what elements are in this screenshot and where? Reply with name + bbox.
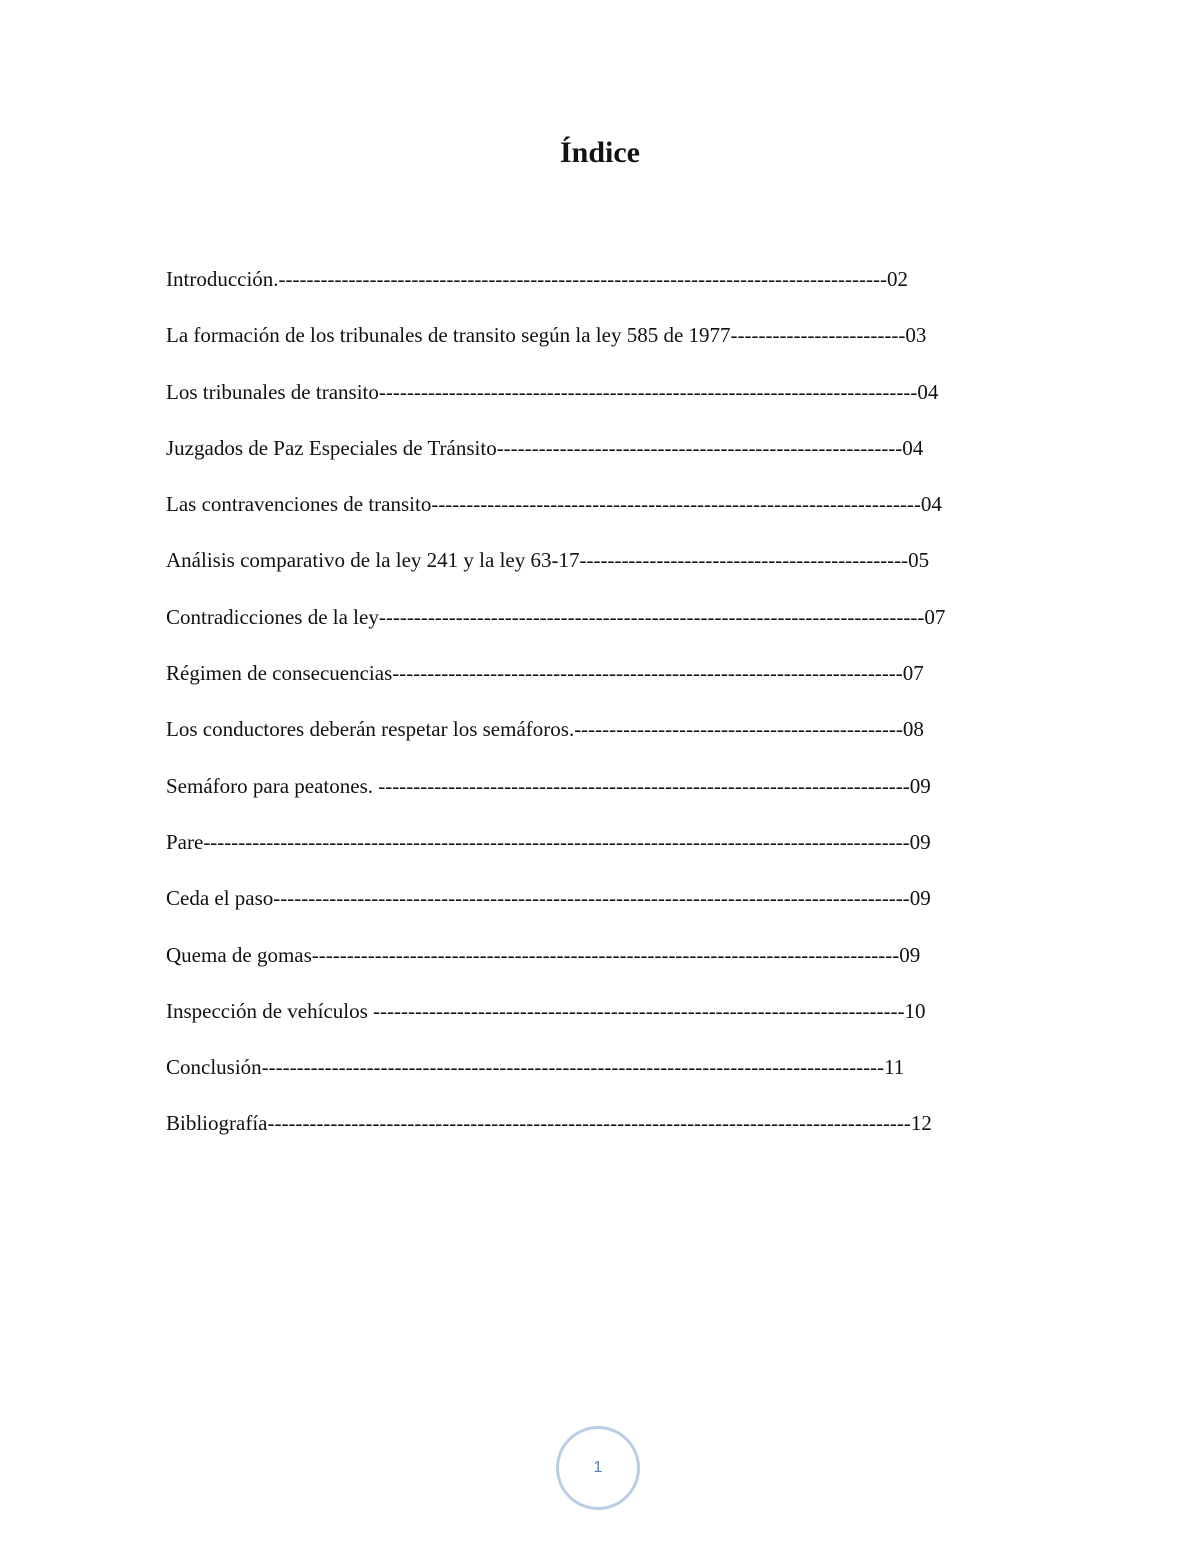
toc-entry-title: Ceda el paso-------------------------------------------------------------------------------------------	[166, 886, 910, 911]
toc-entry-page: 09	[909, 773, 931, 798]
toc-entry-contradicciones	[166, 600, 1036, 656]
toc-entry-title: Los tribunales de transito-----------------------------------------------------------------------------	[166, 379, 918, 404]
toc-entry-title: Bibliografía--------------------------------------------------------------------------------------------	[166, 1111, 911, 1136]
toc-entry-title: La formación de los tribunales de transito según la ley 585 de 1977-------------------------	[166, 323, 906, 348]
page-number: 1	[593, 1459, 603, 1476]
toc-entry-juzgados-paz	[166, 431, 1036, 487]
toc-entry-page: 09	[909, 829, 931, 854]
table-of-contents	[166, 262, 1036, 1163]
toc-entry-introduccion	[166, 262, 1036, 318]
toc-entry-title: Quema de gomas------------------------------------------------------------------------------------	[166, 942, 900, 967]
toc-entry-title: Las contravenciones de transito----------------------------------------------------------------------	[166, 492, 921, 517]
toc-entry-formacion-tribunales	[166, 318, 1036, 374]
toc-entry-page: 04	[917, 379, 939, 404]
toc-entry-title: Inspección de vehículos ----------------------------------------------------------------------------	[166, 998, 905, 1023]
toc-entry-page: 11	[884, 1055, 905, 1080]
toc-entry-page: 04	[920, 492, 942, 517]
toc-entry-page: 09	[899, 942, 921, 967]
toc-entry-semaforo-peatones	[166, 769, 1036, 825]
toc-entry-regimen-consecuencias	[166, 656, 1036, 712]
toc-entry-page: 09	[909, 886, 931, 911]
toc-entry-title: Contradicciones de la ley------------------------------------------------------------------------------	[166, 604, 925, 629]
page-title: Índice	[559, 136, 640, 169]
toc-entry-analisis-comparativo	[166, 543, 1036, 599]
toc-entry-page: 03	[905, 323, 927, 348]
toc-entry-page: 10	[904, 998, 926, 1023]
toc-entry-page: 08	[902, 717, 924, 742]
toc-entry-page: 07	[902, 661, 924, 686]
toc-entry-title: Semáforo para peatones. ----------------------------------------------------------------------------	[166, 773, 910, 798]
toc-entry-page: 12	[910, 1111, 932, 1136]
toc-entry-page: 07	[924, 604, 946, 629]
toc-entry-ceda-paso	[166, 881, 1036, 937]
toc-entry-contravenciones	[166, 487, 1036, 543]
toc-entry-title: Introducción.---------------------------------------------------------------------------------------	[166, 267, 887, 291]
toc-entry-inspeccion-vehiculos	[166, 994, 1036, 1050]
page-number-badge	[556, 1426, 640, 1510]
toc-entry-title: Régimen de consecuencias-------------------------------------------------------------------------	[166, 661, 903, 686]
toc-entry-quema-gomas	[166, 938, 1036, 994]
toc-entry-title: Conclusión-----------------------------------------------------------------------------------------	[166, 1055, 885, 1080]
toc-entry-title: Pare-----------------------------------------------------------------------------------------------------	[166, 829, 910, 854]
toc-entry-page: 04	[902, 435, 924, 460]
toc-entry-semaforos	[166, 712, 1036, 768]
toc-entry-tribunales-transito	[166, 375, 1036, 431]
toc-entry-title: Los conductores deberán respetar los semáforos.-----------------------------------------------	[166, 717, 903, 742]
toc-entry-conclusion	[166, 1050, 1036, 1106]
toc-entry-bibliografia	[166, 1106, 1036, 1162]
toc-entry-page: 05	[908, 548, 930, 573]
toc-entry-title: Juzgados de Paz Especiales de Tránsito----------------------------------------------------------	[166, 435, 903, 460]
toc-entry-title: Análisis comparativo de la ley 241 y la ley 63-17-----------------------------------------------	[166, 548, 909, 573]
toc-entry-page: 02	[886, 267, 908, 291]
toc-entry-pare	[166, 825, 1036, 881]
